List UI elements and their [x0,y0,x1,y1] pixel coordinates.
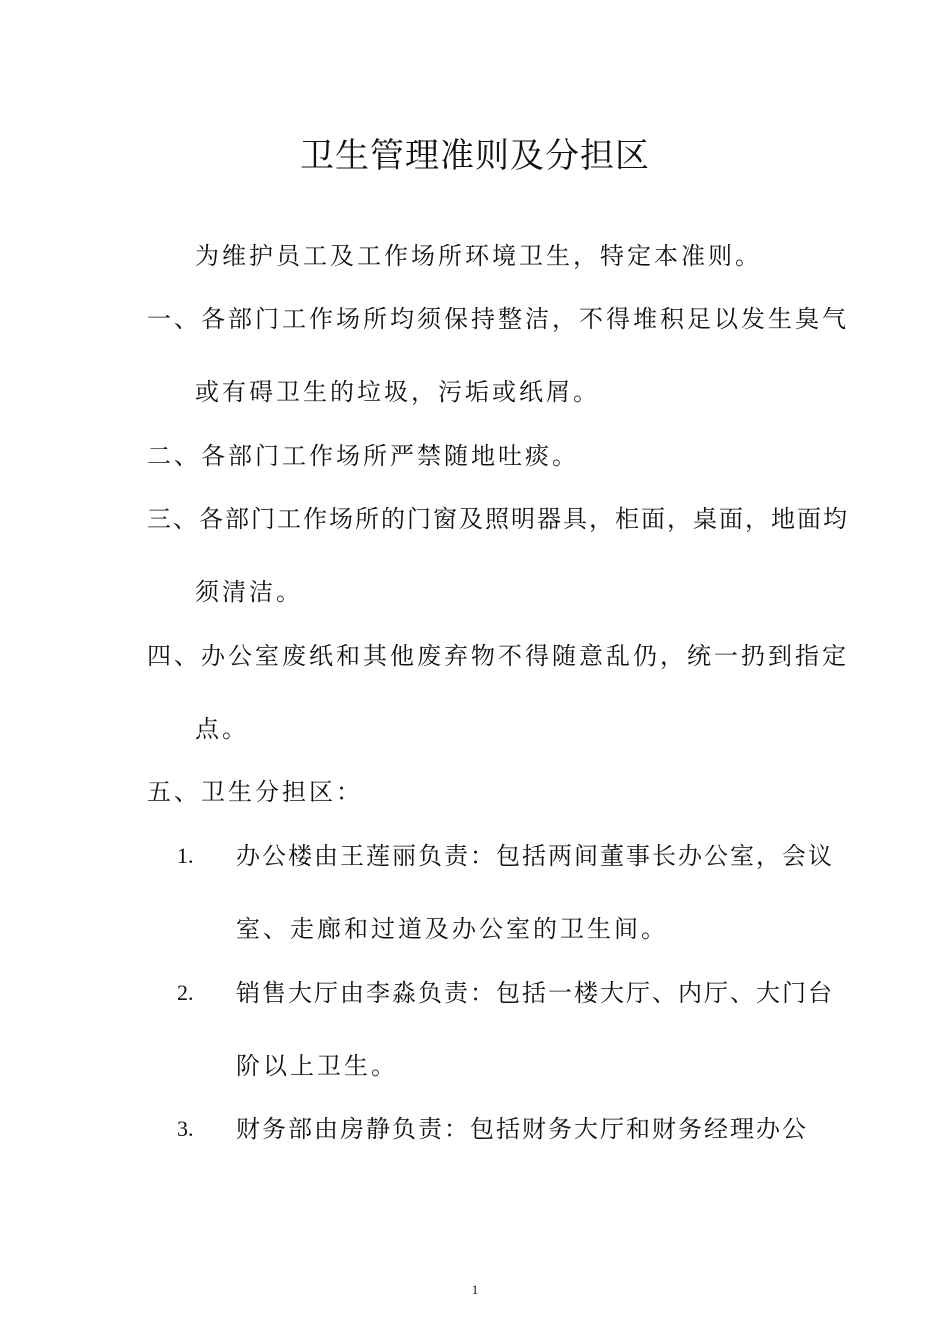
sub-item-2-line-2: 阶以上卫生。 [236,1052,398,1080]
page-title: 卫生管理准则及分担区 [300,136,650,176]
rule-item-4-line-2: 点。 [195,715,249,743]
sub-item-2-line-1: 销售大厅由李淼负责：包括一楼大厅、内厅、大门台 [236,979,834,1007]
intro-paragraph: 为维护员工及工作场所环境卫生，特定本准则。 [195,242,762,270]
rule-item-3-line-1: 三、各部门工作场所的门窗及照明器具，柜面，桌面，地面均 [147,505,849,533]
rule-item-3-line-2: 须清洁。 [195,578,303,606]
rule-item-5-line-1: 五、卫生分担区： [147,778,363,806]
sub-item-3-number: 3. [177,1116,194,1141]
sub-item-1-number: 1. [177,843,194,868]
rule-item-1-line-2: 或有碍卫生的垃圾，污垢或纸屑。 [195,378,600,406]
sub-item-1-line-2: 室、走廊和过道及办公室的卫生间。 [236,915,668,943]
rule-item-4-line-1: 四、办公室废纸和其他废弃物不得随意乱仍，统一扔到指定 [147,642,849,670]
sub-item-1-line-1: 办公楼由王莲丽负责：包括两间董事长办公室，会议 [236,842,834,870]
rule-item-1-line-1: 一、各部门工作场所均须保持整洁，不得堆积足以发生臭气 [147,305,849,333]
page-number: 1 [471,1282,479,1297]
sub-item-2-number: 2. [177,980,194,1005]
sub-item-3-line-1: 财务部由房静负责：包括财务大厅和财务经理办公 [236,1115,808,1143]
rule-item-2-line-1: 二、各部门工作场所严禁随地吐痰。 [147,442,579,470]
